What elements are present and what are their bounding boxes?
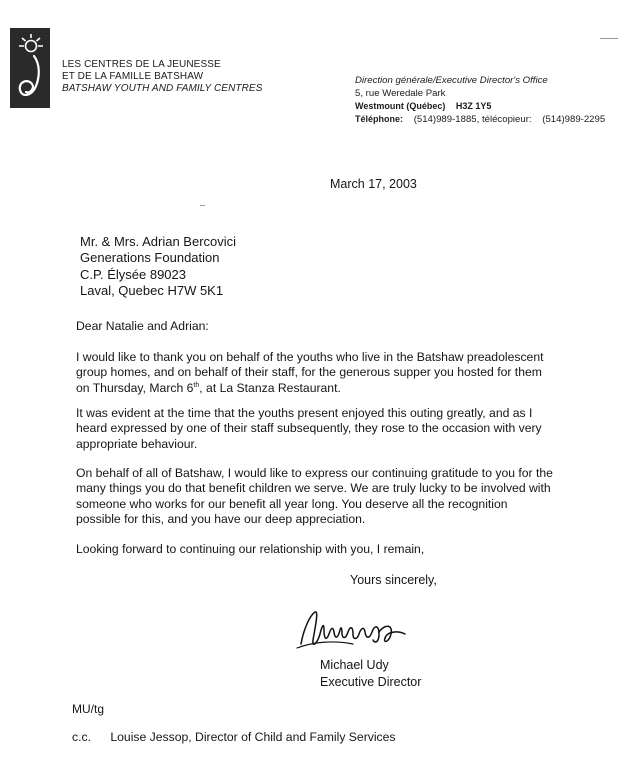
carbon-copy-line xyxy=(72,730,396,744)
paragraph-line: someone who works for our benefit all year long. You deserve all the recognition xyxy=(76,496,508,511)
recipient-line-3: C.P. Élysée 89023 xyxy=(80,266,186,282)
org-name-line-2: ET DE LA FAMILLE BATSHAW xyxy=(62,71,204,82)
signer-title: Executive Director xyxy=(320,675,422,689)
recipient-address xyxy=(80,234,236,299)
cc-recipient: Louise Jessop, Director of Child and Family Services xyxy=(110,730,396,744)
organization-logo xyxy=(10,28,50,108)
office-city: Westmount (Québec) xyxy=(355,101,446,111)
signer-name: Michael Udy xyxy=(320,658,389,672)
org-name-line-1: LES CENTRES DE LA JEUNESSE xyxy=(62,59,221,70)
letter-date: March 17, 2003 xyxy=(330,177,417,191)
paragraph-line: Looking forward to continuing our relationship with you, I remain, xyxy=(76,542,425,556)
paragraph-gratitude xyxy=(76,466,564,527)
paragraph-closing-remark xyxy=(76,542,564,557)
paragraph-line: On behalf of all of Batshaw, I would like to express our continuing gratitude to you for the xyxy=(76,466,553,480)
telephone-number: (514)989-1885, xyxy=(413,113,480,125)
fax-number: (514)989-2295 xyxy=(542,113,606,125)
office-city-line xyxy=(355,100,605,113)
fax-label: télécopieur: xyxy=(481,113,532,125)
paragraph-line: appropriate behaviour. xyxy=(76,436,198,451)
paragraph-line: I would like to thank you on behalf of the youths who live in the Batshaw preadolescent xyxy=(76,350,544,364)
reference-initials: MU/tg xyxy=(72,702,105,716)
paragraph-outing xyxy=(76,406,564,452)
office-street: 5, rue Weredale Park xyxy=(355,87,446,99)
text-fragment: on Thursday, March 6 xyxy=(76,380,194,395)
text-fragment: , at La Stanza Restaurant. xyxy=(199,380,341,395)
paragraph-line: heard expressed by one of their staff subsequently, they rose to the occasion with very xyxy=(76,421,542,436)
paragraph-line xyxy=(76,381,564,396)
handwritten-signature xyxy=(293,604,413,662)
scan-speck xyxy=(600,38,618,39)
paragraph-line: possible for this, and you have our deep appreciation. xyxy=(76,511,366,526)
recipient-line-4: Laval, Quebec H7W 5K1 xyxy=(80,282,224,298)
paragraph-line: many things you do that benefit children we serve. We are truly lucky to be involved with xyxy=(76,481,551,496)
org-name-line-3: BATSHAW YOUTH AND FAMILY CENTRES xyxy=(62,83,263,94)
ordinal-suffix: th xyxy=(193,381,200,389)
recipient-line-1: Mr. & Mrs. Adrian Bercovici xyxy=(80,234,237,249)
signer-block xyxy=(320,657,421,691)
office-address xyxy=(355,75,605,126)
telephone-label: Téléphone: xyxy=(355,113,404,124)
organization-name xyxy=(62,59,262,95)
paragraph-line: group homes, and on behalf of their staff, for the generous supper you hosted for them xyxy=(76,365,542,380)
office-phone-line xyxy=(355,113,605,127)
office-title: Direction générale/Executive Director's Office xyxy=(355,75,548,86)
office-postal-code: H3Z 1Y5 xyxy=(455,101,492,111)
paragraph-thanks xyxy=(76,350,564,396)
paragraph-line: It was evident at the time that the youths present enjoyed this outing greatly, and as I xyxy=(76,406,533,420)
cc-label: c.c. xyxy=(72,730,91,744)
scan-speck xyxy=(200,205,205,206)
salutation: Dear Natalie and Adrian: xyxy=(76,319,209,333)
complimentary-close: Yours sincerely, xyxy=(350,573,437,587)
recipient-line-2: Generations Foundation xyxy=(80,250,220,266)
